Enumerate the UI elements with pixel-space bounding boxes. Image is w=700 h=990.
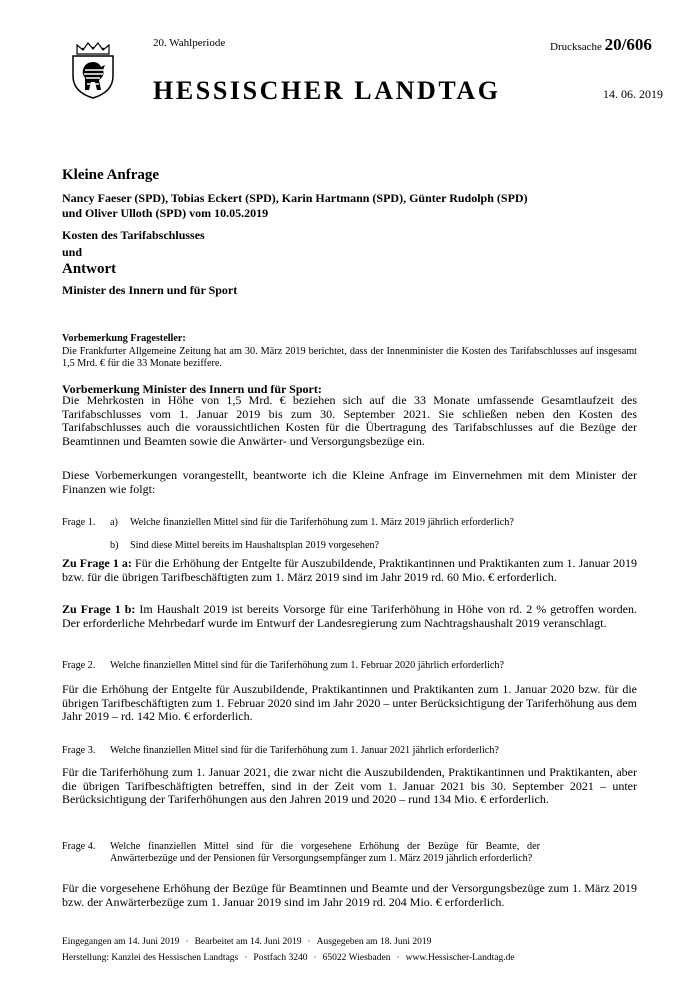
antwort3: Für die Tariferhöhung zum 1. Januar 2021, die zwar nicht die Auszubildenden, Praktikantinnen und Praktikanten, aber die übrigen Tarifbeschäftigten betreffen, sind in der Zeit vom 1. Januar 2021 bis 30. September 2021 – unter Berücksichtigung der Tariferhöhungen aus den Jahren 2019 und 2020 – rund 134 Mio. € erforderlich. [62, 765, 637, 807]
footer-ausgegeben: Ausgegeben am 18. Juni 2019 [316, 937, 432, 947]
frage1a-text: Welche finanziellen Mittel sind für die Tariferhöhung zum 1. März 2019 jährlich erforderlich? [130, 517, 514, 528]
und-text: und [62, 245, 83, 259]
subject: Kosten des Tarifabschlusses [62, 228, 205, 242]
antwort-heading: Antwort [62, 261, 117, 277]
footer-ort: 65022 Wiesbaden [322, 953, 391, 963]
antwort2: Für die Erhöhung der Entgelte für Auszubildende, Praktikantinnen und Praktikanten zum 1. Januar 2020 bzw. für die übrigen Tarifbeschäftigten zum 1. Februar 2020 sind im Jahr 2020 – unter Berücksichtigung der Tariferhöhung aus dem Jahr 2019 – rd. 142 Mio. € erforderlich. [62, 682, 637, 724]
frage3-label: Frage 3. [62, 745, 96, 756]
footer-dot: · [396, 953, 400, 963]
footer-herstellung: Herstellung: Kanzlei des Hessischen Landtags [62, 953, 239, 963]
drucksache-number: 20/606 [604, 35, 652, 54]
antwort1a-text: Für die Erhöhung der Entgelte für Auszubildende, Praktikantinnen und Praktikanten zum 1. Januar 2019 bzw. für die übrigen Tarifbeschäftigten zum 1. März 2019 sind im Jahr 2019 rd. 60 Mio. € erforderlich. [62, 556, 638, 584]
footer-dates [62, 937, 431, 947]
intro-paragraph: Diese Vorbemerkungen vorangestellt, beantworte ich die Kleine Anfrage im Einvernehmen mit dem Minister der Finanzen wie folgt: [62, 468, 637, 496]
footer-dot: · [244, 953, 248, 963]
minister-name: Minister des Innern und für Sport [62, 283, 238, 297]
drucksache-label: Drucksache [550, 41, 602, 53]
footer-bearbeitet: Bearbeitet am 14. Juni 2019 [194, 937, 302, 947]
frage3-text: Welche finanziellen Mittel sind für die Tariferhöhung zum 1. Januar 2021 jährlich erforderlich? [110, 745, 499, 756]
antwort1b-label: Zu Frage 1 b: [62, 602, 136, 616]
vorbemerkung-minister-text: Die Mehrkosten in Höhe von 1,5 Mrd. € beziehen sich auf die 33 Monate umfassende Gesamtlaufzeit des Tarifabschlusses vom 1. Januar 2019 bis zum 30. September 2021. Sie schließen neben den Kosten des Tarifabschlusses auch die voraussichtlichen Kosten für die Übertragung des Tarifabschlusses auf die Bezüge der Beamtinnen und Beamten sowie die Anwärter- und Versorgungsbezüge ein. [62, 393, 637, 448]
antwort1a [62, 557, 637, 584]
drucksache [550, 35, 652, 55]
frage2-label: Frage 2. [62, 660, 96, 671]
footer-dot: · [307, 937, 311, 947]
vorbemerkung-fragesteller-heading: Vorbemerkung Fragesteller: [62, 333, 186, 344]
footer-web-link[interactable]: www.Hessischer-Landtag.de [405, 953, 515, 963]
vorbemerkung-minister-heading: Vorbemerkung Minister des Innern und für Sport: [62, 382, 322, 396]
antwort1a-label: Zu Frage 1 a: [62, 556, 132, 570]
hessen-coat-of-arms-icon [63, 40, 123, 100]
footer-dot: · [185, 937, 189, 947]
frage1b-label: b) [110, 540, 119, 551]
frage1a-label: a) [110, 517, 118, 528]
authors: Nancy Faeser (SPD), Tobias Eckert (SPD), Karin Hartmann (SPD), Günter Rudolph (SPD) und Oliver Ulloth (SPD) vom 10.05.2019 [62, 191, 528, 220]
antwort4: Für die vorgesehene Erhöhung der Bezüge für Beamtinnen und Beamte und der Versorgungsbezüge zum 1. März 2019 bzw. der Anwärterbezüge zum 1. Januar 2019 sind im Jahr 2019 rd. 204 Mio. € erforderlich. [62, 881, 637, 909]
footer-eingegangen: Eingegangen am 14. Juni 2019 [62, 937, 180, 947]
frage2-text: Welche finanziellen Mittel sind für die Tariferhöhung zum 1. Februar 2020 jährlich erforderlich? [110, 660, 505, 671]
frage1-label: Frage 1. [62, 517, 96, 528]
footer-imprint [62, 953, 515, 963]
antwort1b-text: Im Haushalt 2019 ist bereits Vorsorge für eine Tariferhöhung in Höhe von rd. 2 % getroffen worden. Der erforderliche Mehrbedarf wurde im Entwurf der Landesregierung zum Nachtragshaushalt 2019 veranschlagt. [62, 602, 637, 630]
kleine-anfrage-heading: Kleine Anfrage [62, 167, 160, 183]
wahlperiode: 20. Wahlperiode [153, 37, 226, 49]
document-date: 14. 06. 2019 [603, 87, 663, 101]
frage4-label: Frage 4. [62, 841, 96, 852]
frage1b-text: Sind diese Mittel bereits im Haushaltsplan 2019 vorgesehen? [130, 540, 380, 551]
vorbemerkung-fragesteller-text: Die Frankfurter Allgemeine Zeitung hat am 30. März 2019 berichtet, dass der Innenminister die Kosten des Tarifabschlusses auf insgesamt 1,5 Mrd. € für die 33 Monate beziffere. [62, 346, 637, 369]
antwort1b [62, 603, 637, 630]
frage4-text: Welche finanziellen Mittel sind für die vorgesehene Erhöhung der Bezüge für Beamte, der Anwärterbezüge und der Pensionen für Versorgungsempfänger zum 1. März 2019 jährlich erforderlich? [110, 841, 540, 864]
footer-postfach: Postfach 3240 [253, 953, 308, 963]
footer-dot: · [313, 953, 317, 963]
landtag-title: HESSISCHER LANDTAG [153, 76, 501, 105]
